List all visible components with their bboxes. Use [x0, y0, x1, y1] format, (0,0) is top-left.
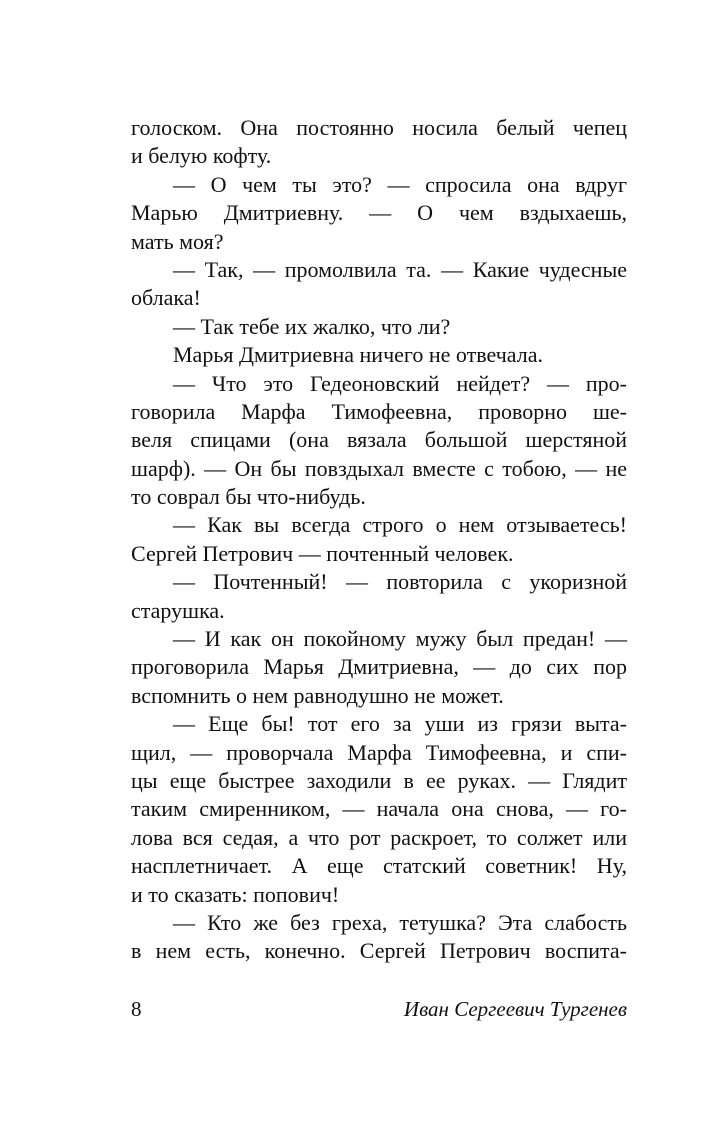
text-line: щил, — проворчала Марфа Тимофеевна, и спи-: [131, 739, 627, 765]
text-line: веля спицами (она вязала большой шерстяной: [131, 427, 627, 453]
text-line: лова вся седая, а что рот раскроет, то солжет или: [131, 824, 627, 850]
text-line: — Что это Гедеоновский нейдет? — про-: [173, 370, 627, 396]
text-line: Марью Дмитриевну. — О чем вздыхаешь,: [131, 200, 627, 226]
paragraph: [131, 341, 627, 369]
text-line: — Кто же без греха, тетушка? Эта слабость: [173, 909, 627, 935]
text-line: — Почтенный! — повторила с укоризной: [173, 569, 627, 595]
text-line: — О чем ты это? — спросила она вдруг: [173, 171, 627, 197]
text-line: в нем есть, конечно. Сергей Петрович воспита-: [131, 938, 627, 964]
text-line: — Так тебе их жалко, что ли?: [173, 313, 451, 339]
text-line: вспомнить о нем равнодушно не может.: [131, 682, 504, 708]
paragraph: [131, 370, 627, 512]
page-number: 8: [131, 997, 142, 1021]
text-line: — И как он покойному мужу был предан! —: [173, 626, 627, 652]
text-line: голоском. Она постоянно носила белый чепец: [131, 115, 627, 140]
text-line: облака!: [131, 285, 201, 311]
text-line: таким смиренником, — начала она снова, — го-: [131, 796, 627, 822]
paragraph: [131, 568, 627, 625]
running-footer-author: Иван Сергеевич Тургенев: [403, 997, 627, 1021]
paragraph: [131, 256, 627, 313]
text-line: и то сказать: попович!: [131, 881, 340, 907]
text-line: насплетничает. А еще статский советник! Ну,: [131, 853, 627, 879]
paragraph: [131, 511, 627, 568]
paragraph: [131, 710, 627, 909]
text-line: говорила Марфа Тимофеевна, проворно ше-: [131, 398, 627, 424]
paragraph: [131, 171, 627, 256]
page-footer: [131, 996, 627, 1022]
text-line: и белую кофту.: [131, 143, 272, 169]
paragraph: [131, 625, 627, 710]
text-line: проговорила Марья Дмитриевна, — до сих пор: [131, 654, 627, 680]
text-line: старушка.: [131, 597, 225, 623]
text-line: — Как вы всегда строго о нем отзываетесь!: [173, 512, 627, 538]
text-line: Марья Дмитриевна ничего не отвечала.: [173, 342, 543, 368]
paragraph: [131, 114, 627, 171]
text-line: — Еще бы! тот его за уши из грязи выта-: [173, 711, 627, 737]
text-line: — Так, — промолвила та. — Какие чудесные: [173, 256, 627, 282]
text-line: мать моя?: [131, 228, 224, 254]
paragraph: [131, 313, 627, 341]
text-line: шарф). — Он бы повздыхал вместе с тобою, — не: [131, 455, 627, 481]
text-line: цы еще быстрее заходили в ее руках. — Глядит: [131, 767, 627, 793]
text-line: Сергей Петрович — почтенный человек.: [131, 540, 514, 566]
text-line: то соврал бы что-нибудь.: [131, 484, 366, 510]
book-page-body: [131, 114, 627, 966]
paragraph: [131, 909, 627, 966]
